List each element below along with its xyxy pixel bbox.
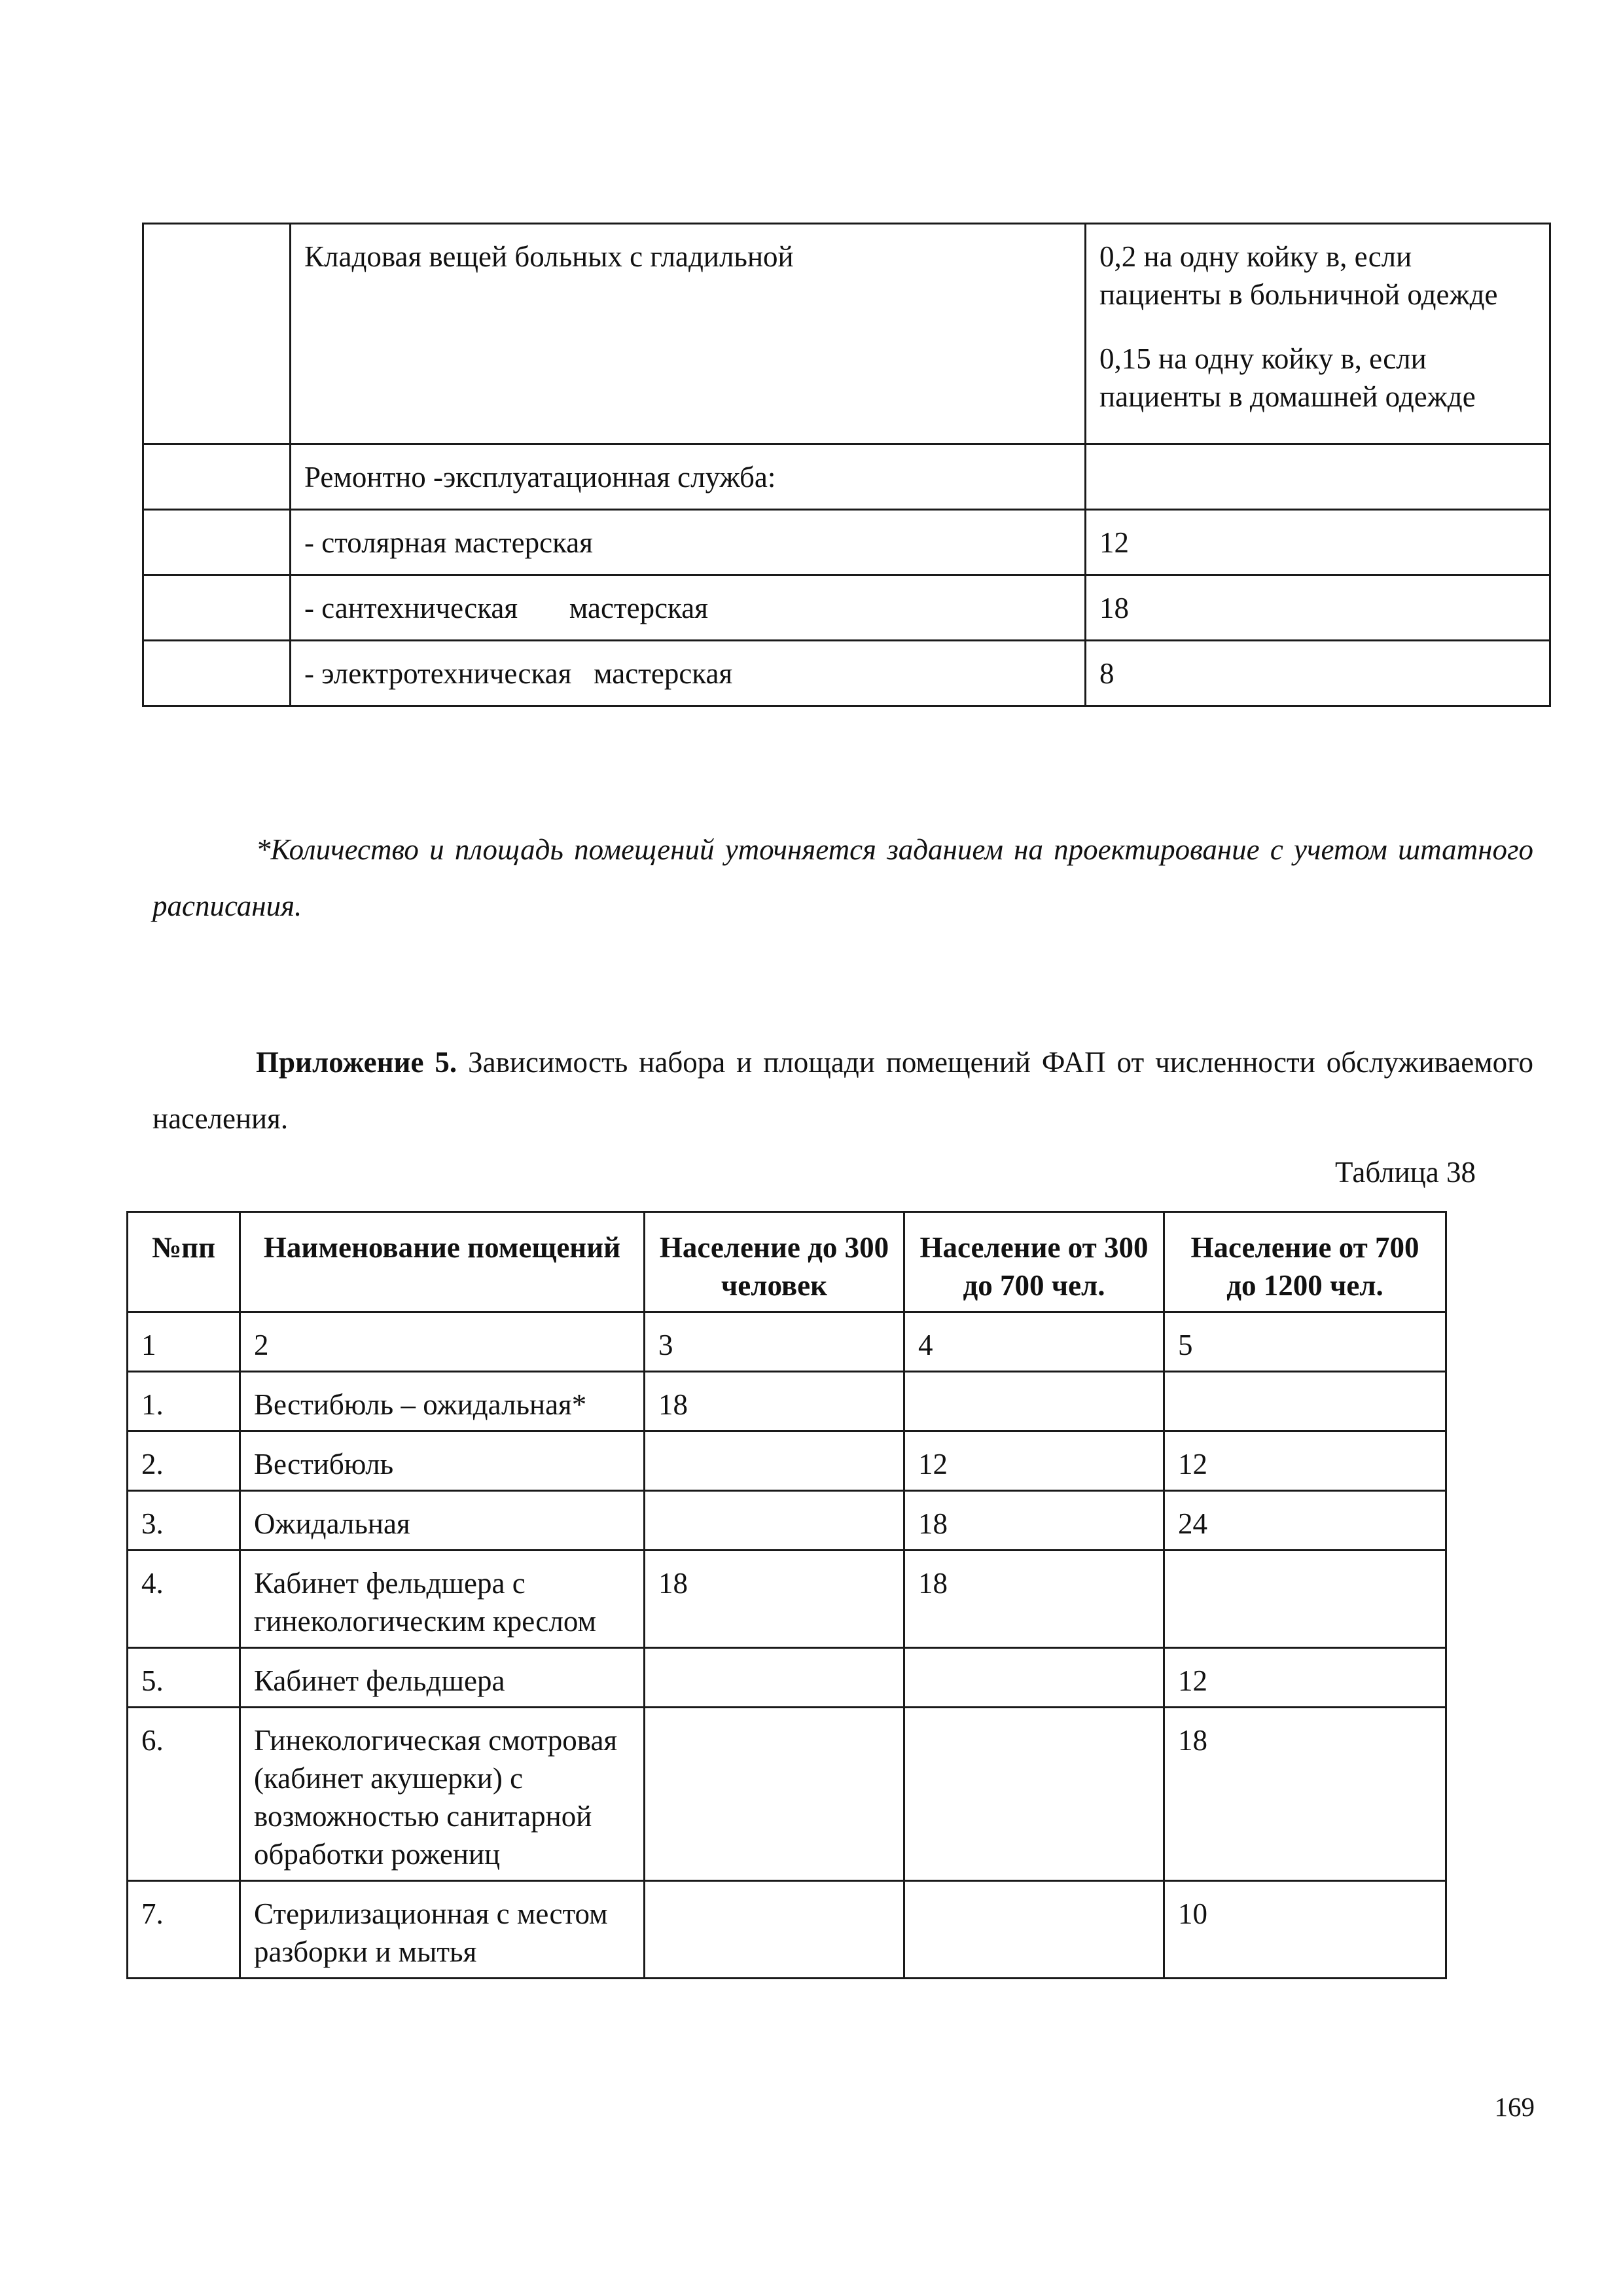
footnote: *Количество и площадь помещений уточняется заданием на проектирование с учетом штатного расписания.	[152, 833, 1533, 922]
area-cell-pop-300	[645, 1431, 904, 1491]
area-value-cell: 12	[1086, 510, 1550, 575]
row-number-cell: 3.	[128, 1491, 240, 1551]
area-cell-pop-300	[645, 1648, 904, 1708]
appendix-label: Приложение 5.	[256, 1046, 457, 1079]
page-number: 169	[1494, 2092, 1535, 2122]
column-numbering-row	[128, 1312, 1446, 1372]
area-cell-pop-300-700: 18	[904, 1551, 1164, 1648]
table-row	[143, 575, 1550, 641]
room-name-cell: Вестибюль – ожидальная*	[240, 1372, 645, 1431]
row-number-cell	[143, 224, 291, 444]
row-number-cell: 4.	[128, 1551, 240, 1648]
area-cell-pop-700-1200: 18	[1164, 1708, 1446, 1881]
area-value-cell: 8	[1086, 641, 1550, 706]
room-name-cell: - сантехническая мастерская	[291, 575, 1086, 641]
room-name-cell: - электротехническая мастерская	[291, 641, 1086, 706]
area-cell-pop-300-700	[904, 1881, 1164, 1979]
table-row	[128, 1491, 1446, 1551]
area-cell-pop-700-1200: 10	[1164, 1881, 1446, 1979]
column-number-cell: 5	[1164, 1312, 1446, 1372]
table-row	[128, 1648, 1446, 1708]
area-cell-pop-300-700	[904, 1708, 1164, 1881]
table-caption: Таблица 38	[1335, 1156, 1476, 1189]
column-number-cell: 3	[645, 1312, 904, 1372]
row-number-cell	[143, 444, 291, 510]
table-row	[143, 444, 1550, 510]
column-number-cell: 2	[240, 1312, 645, 1372]
table-row	[143, 641, 1550, 706]
row-number-cell: 7.	[128, 1881, 240, 1979]
area-cell-pop-300	[645, 1708, 904, 1881]
area-cell-pop-300: 18	[645, 1372, 904, 1431]
table-row	[128, 1372, 1446, 1431]
area-cell-pop-300-700	[904, 1372, 1164, 1431]
area-cell-pop-700-1200: 12	[1164, 1431, 1446, 1491]
area-cell-pop-300	[645, 1491, 904, 1551]
column-number-cell: 4	[904, 1312, 1164, 1372]
area-cell-pop-300-700	[904, 1648, 1164, 1708]
area-value-paragraph: 0,2 на одну койку в, если пациенты в больничной одежде	[1099, 240, 1498, 311]
area-cell-pop-300-700: 18	[904, 1491, 1164, 1551]
area-cell-pop-300	[645, 1881, 904, 1979]
column-header-pop-300: Население до 300 человек	[645, 1212, 904, 1312]
area-value-cell: 18	[1086, 575, 1550, 641]
area-cell-pop-700-1200	[1164, 1551, 1446, 1648]
row-number-cell: 1.	[128, 1372, 240, 1431]
table-38	[126, 1211, 1447, 1979]
row-number-cell: 6.	[128, 1708, 240, 1881]
table-header-row	[128, 1212, 1446, 1312]
room-name-cell: Кабинет фельдшера	[240, 1648, 645, 1708]
area-value-cell	[1086, 224, 1550, 444]
area-value-paragraph: 0,15 на одну койку в, если пациенты в домашней одежде	[1099, 342, 1476, 413]
row-number-cell	[143, 510, 291, 575]
room-name-cell: Вестибюль	[240, 1431, 645, 1491]
table-row	[143, 224, 1550, 444]
room-name-cell: Ожидальная	[240, 1491, 645, 1551]
area-cell-pop-700-1200	[1164, 1372, 1446, 1431]
room-name-cell: Ремонтно -эксплуатационная служба:	[291, 444, 1086, 510]
area-value-cell	[1086, 444, 1550, 510]
appendix-heading	[152, 1034, 1533, 1147]
room-name-cell: Кабинет фельдшера с гинекологическим креслом	[240, 1551, 645, 1648]
column-header-room-name: Наименование помещений	[240, 1212, 645, 1312]
table-row	[143, 510, 1550, 575]
table-row	[128, 1551, 1446, 1648]
appendix-text: Зависимость набора и площади помещений ФАП от численности обслуживаемого населения.	[152, 1046, 1534, 1135]
row-number-cell: 2.	[128, 1431, 240, 1491]
table-row	[128, 1431, 1446, 1491]
table-row	[128, 1708, 1446, 1881]
room-name-cell: Стерилизационная с местом разборки и мытья	[240, 1881, 645, 1979]
row-number-cell	[143, 575, 291, 641]
table-row	[128, 1881, 1446, 1979]
column-number-cell: 1	[128, 1312, 240, 1372]
column-header-pop-700-1200: Население от 700 до 1200 чел.	[1164, 1212, 1446, 1312]
row-number-cell	[143, 641, 291, 706]
top-table	[142, 223, 1551, 707]
room-name-cell: - столярная мастерская	[291, 510, 1086, 575]
area-cell-pop-300: 18	[645, 1551, 904, 1648]
row-number-cell: 5.	[128, 1648, 240, 1708]
column-header-number: №пп	[128, 1212, 240, 1312]
area-cell-pop-300-700: 12	[904, 1431, 1164, 1491]
area-cell-pop-700-1200: 24	[1164, 1491, 1446, 1551]
column-header-pop-300-700: Население от 300 до 700 чел.	[904, 1212, 1164, 1312]
area-cell-pop-700-1200: 12	[1164, 1648, 1446, 1708]
room-name-cell: Кладовая вещей больных с гладильной	[291, 224, 1086, 444]
room-name-cell: Гинекологическая смотровая (кабинет акушерки) с возможностью санитарной обработки рожениц	[240, 1708, 645, 1881]
